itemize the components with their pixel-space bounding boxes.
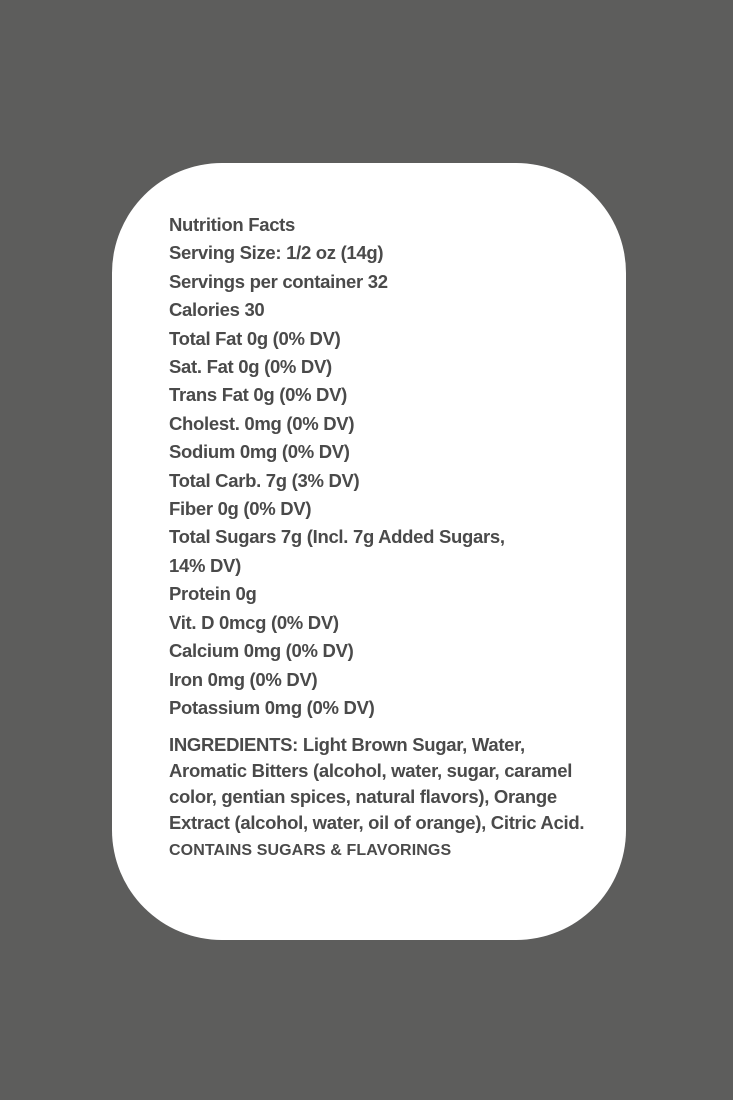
calcium: Calcium 0mg (0% DV) — [169, 640, 354, 662]
total-carbohydrate: Total Carb. 7g (3% DV) — [169, 469, 360, 491]
fiber: Fiber 0g (0% DV) — [169, 498, 312, 520]
cholesterol: Cholest. 0mg (0% DV) — [169, 412, 355, 434]
calories: Calories 30 — [169, 299, 265, 321]
iron: Iron 0mg (0% DV) — [169, 668, 318, 690]
nutrition-label-content — [169, 211, 609, 864]
nutrition-facts-title: Nutrition Facts — [169, 214, 296, 235]
serving-size: Serving Size: 1/2 oz (14g) — [169, 242, 384, 264]
trans-fat: Trans Fat 0g (0% DV) — [169, 384, 348, 406]
sodium: Sodium 0mg (0% DV) — [169, 441, 350, 463]
total-sugars: Total Sugars 7g (Incl. 7g Added Sugars, 14% DV) — [169, 526, 505, 576]
potassium: Potassium 0mg (0% DV) — [169, 696, 375, 718]
vitamin-d: Vit. D 0mcg (0% DV) — [169, 611, 339, 633]
ingredients-list: INGREDIENTS: Light Brown Sugar, Water, Aromatic Bitters (alcohol, water, sugar, caramel color, gentian spices, natural flavors), Orange Extract (alcohol, water, oil of orange), Citric Acid. — [169, 734, 585, 834]
saturated-fat: Sat. Fat 0g (0% DV) — [169, 356, 332, 378]
contains-statement: CONTAINS SUGARS & FLAVORINGS — [169, 842, 452, 860]
nutrition-label-card — [112, 163, 626, 940]
total-fat: Total Fat 0g (0% DV) — [169, 327, 341, 349]
servings-per-container: Servings per container 32 — [169, 270, 388, 292]
protein: Protein 0g — [169, 583, 257, 605]
